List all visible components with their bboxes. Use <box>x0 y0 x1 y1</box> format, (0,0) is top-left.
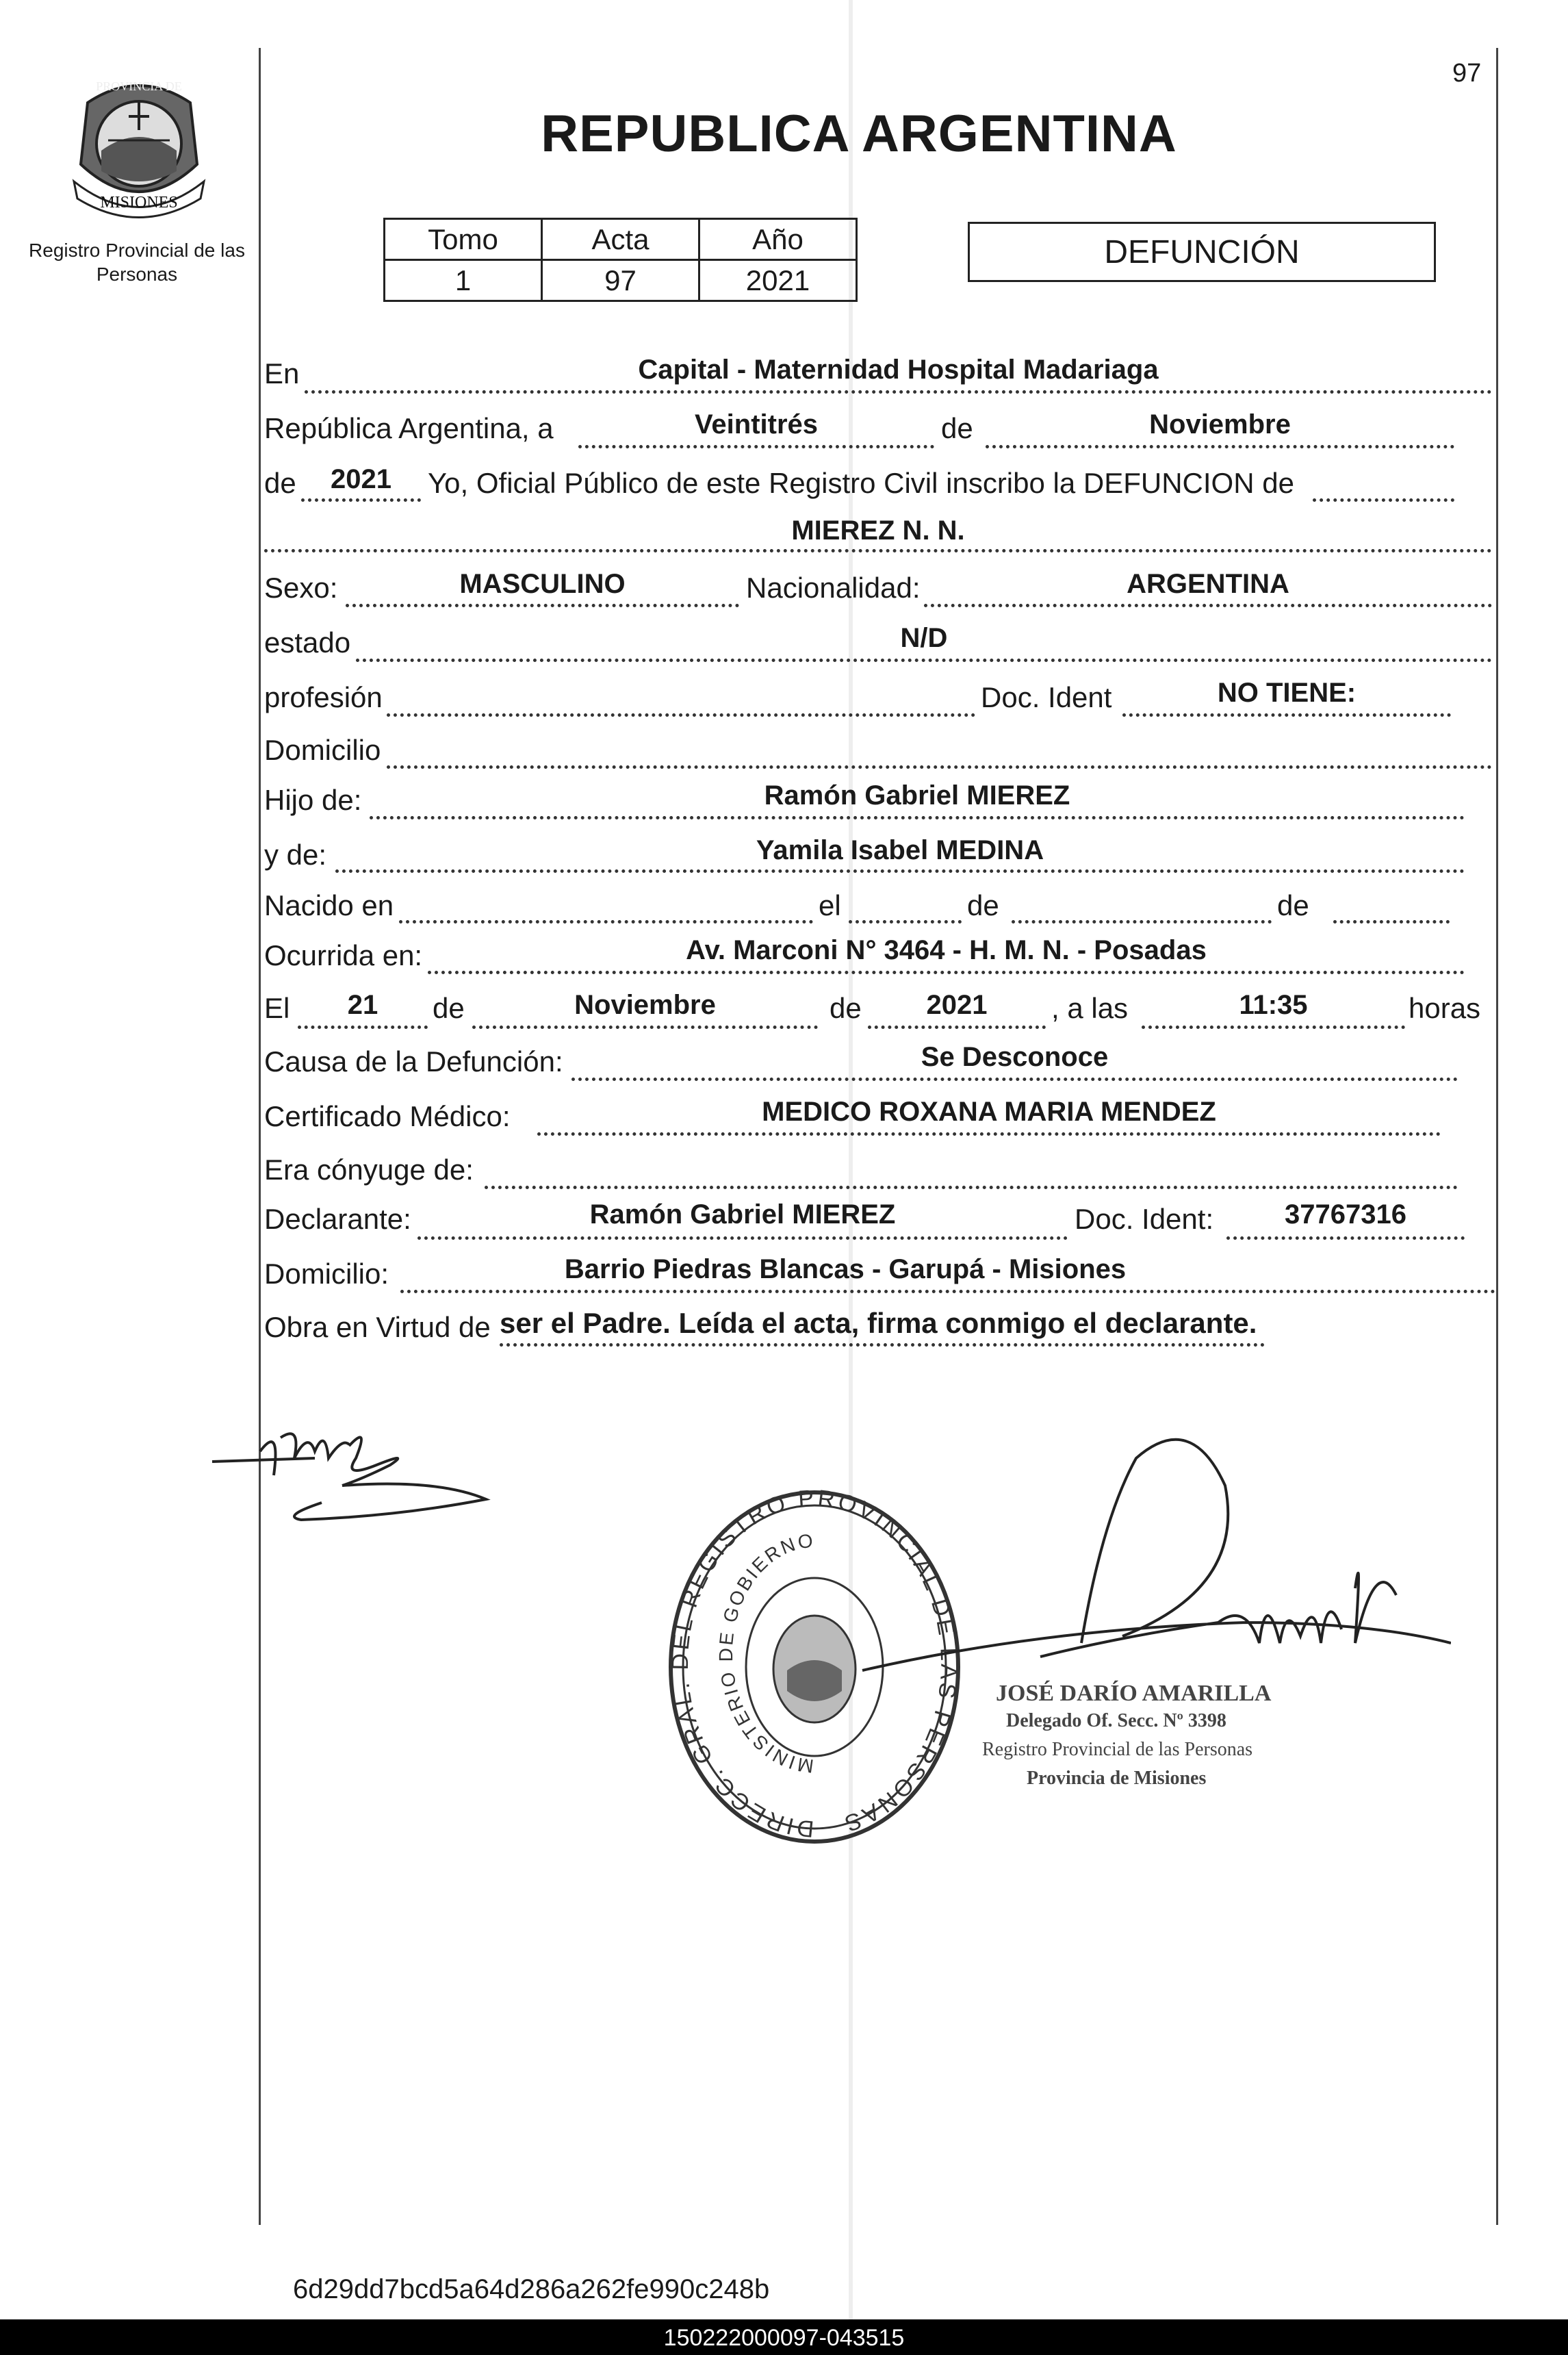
nationality-value: ARGENTINA <box>1127 569 1289 599</box>
sex-line <box>346 604 739 607</box>
born-month-line <box>1012 920 1272 924</box>
official-name: JOSÉ DARÍO AMARILLA <box>996 1681 1272 1706</box>
paper-fold-crease <box>849 0 853 2328</box>
conyuge-label: Era cónyuge de: <box>264 1154 474 1186</box>
horas-label: horas <box>1409 992 1481 1024</box>
anio-value: 2021 <box>699 260 857 301</box>
mother-value: Yamila Isabel MEDINA <box>756 835 1044 865</box>
acta-value: 97 <box>542 260 699 301</box>
estado-label: estado <box>264 626 351 659</box>
page-number: 97 <box>1452 59 1482 88</box>
y-de-label: y de: <box>264 839 327 871</box>
causa-line <box>571 1078 1458 1081</box>
decl-dom-label: Domicilio: <box>264 1258 389 1290</box>
profession-line <box>387 713 975 717</box>
estado-line <box>356 659 1492 662</box>
decl-doc-value: 37767316 <box>1285 1199 1406 1230</box>
nationality-line <box>924 604 1492 607</box>
day-words-line <box>578 445 934 448</box>
doc-ident-value: NO TIENE: <box>1217 678 1357 708</box>
sex-label: Sexo: <box>264 572 338 604</box>
tomo-value: 1 <box>385 260 542 301</box>
born-el-label: el <box>819 889 841 921</box>
doc-ident-line <box>1122 713 1451 717</box>
declarante-line <box>417 1236 1068 1240</box>
place-value: Capital - Maternidad Hospital Madariaga <box>638 355 1159 385</box>
ocurrida-line <box>428 971 1465 974</box>
born-year-line <box>1333 920 1450 924</box>
official-org: Registro Provincial de las Personas <box>982 1739 1253 1760</box>
sex-value: MASCULINO <box>459 569 626 599</box>
left-margin-line <box>259 48 261 2225</box>
decl-doc-label: Doc. Ident: <box>1075 1203 1214 1235</box>
causa-value: Se Desconoce <box>921 1042 1109 1072</box>
father-line <box>370 816 1465 819</box>
declarant-signature <box>205 1397 506 1533</box>
month-value: Noviembre <box>1149 409 1291 440</box>
decl-dom-line <box>400 1290 1495 1293</box>
cert-label: Certificado Médico: <box>264 1100 511 1132</box>
hijo-label: Hijo de: <box>264 784 362 816</box>
el-label: El <box>264 992 290 1024</box>
death-de-label-2: de <box>830 992 862 1024</box>
cert-value: MEDICO ROXANA MARIA MENDEZ <box>762 1097 1216 1127</box>
death-time-line <box>1142 1026 1405 1029</box>
domicilio-label: Domicilio <box>264 734 381 766</box>
obra-line <box>500 1343 1265 1347</box>
stamp-ring-text: DIRECC. GRAL. DEL REGISTRO PROVINCIAL DE LAS PERSONAS <box>667 1486 962 1842</box>
mother-line <box>335 869 1465 873</box>
conyuge-line <box>485 1186 1458 1189</box>
right-margin-line <box>1496 48 1498 2225</box>
death-time-value: 11:35 <box>1239 990 1308 1020</box>
de-label-2: de <box>264 467 296 499</box>
domicilio-line <box>387 765 1492 769</box>
born-de-label-1: de <box>967 889 999 921</box>
acta-header: Acta <box>542 219 699 260</box>
tomo-acta-anio-table <box>383 218 858 302</box>
born-day-line <box>849 920 962 924</box>
inscribe-text: Yo, Oficial Público de este Registro Civil inscribo la DEFUNCION de <box>428 467 1294 499</box>
cert-line <box>537 1132 1441 1136</box>
declarante-label: Declarante: <box>264 1203 411 1235</box>
registry-name: Registro Provincial de las Personas <box>29 240 245 285</box>
month-line <box>986 445 1454 448</box>
barcode-number: 150222000097-043515 <box>663 2325 905 2351</box>
place-line <box>305 390 1492 394</box>
year-line <box>301 498 421 502</box>
profession-label: profesión <box>264 681 383 713</box>
obra-value: ser el Padre. Leída el acta, firma conmigo el declarante. <box>500 1307 1257 1339</box>
deceased-name-line <box>264 549 1492 552</box>
inscribe-line <box>1313 498 1454 502</box>
de-label-1: de <box>941 412 973 444</box>
anio-header: Año <box>699 219 857 260</box>
official-province: Provincia de Misiones <box>1027 1768 1207 1789</box>
nationality-label: Nacionalidad: <box>746 572 921 604</box>
causa-label: Causa de la Defunción: <box>264 1045 563 1078</box>
deceased-name: MIEREZ N. N. <box>791 515 965 546</box>
emblem-bottom-label: MISIONES <box>100 194 178 212</box>
official-title: Delegado Of. Secc. Nº 3398 <box>1006 1710 1226 1731</box>
born-de-label-2: de <box>1277 889 1309 921</box>
provincia-misiones-emblem <box>60 62 218 219</box>
death-year-value: 2021 <box>926 990 988 1020</box>
death-day-line <box>298 1026 428 1029</box>
death-year-line <box>868 1026 1046 1029</box>
document-type-box <box>968 222 1436 282</box>
year-value: 2021 <box>331 464 391 494</box>
ocurrida-label: Ocurrida en: <box>264 939 423 971</box>
estado-value: N/D <box>900 623 948 653</box>
born-label: Nacido en <box>264 889 394 921</box>
ocurrida-value: Av. Marconi N° 3464 - H. M. N. - Posadas <box>686 935 1207 965</box>
declarante-value: Ramón Gabriel MIEREZ <box>589 1199 896 1230</box>
death-de-label-1: de <box>433 992 465 1024</box>
decl-doc-line <box>1226 1236 1465 1240</box>
stamp-inner-text: MINISTERIO DE GOBIERNO <box>715 1529 817 1777</box>
decl-dom-value: Barrio Piedras Blancas - Garupá - Misiones <box>564 1254 1127 1284</box>
born-place-line <box>399 920 813 924</box>
father-value: Ramón Gabriel MIEREZ <box>764 780 1070 811</box>
day-words-value: Veintitrés <box>694 409 819 440</box>
document-hash: 6d29dd7bcd5a64d286a262fe990c248b <box>293 2274 770 2304</box>
official-signature <box>835 1417 1451 1759</box>
bottom-barcode-strip <box>0 2319 1568 2355</box>
en-label: En <box>264 357 300 390</box>
document-type: DEFUNCIÓN <box>1104 233 1300 270</box>
republic-label: República Argentina, a <box>264 412 554 444</box>
alas-label: , a las <box>1051 992 1129 1024</box>
doc-ident-label: Doc. Ident <box>981 681 1112 713</box>
page-title: REPUBLICA ARGENTINA <box>541 105 1177 163</box>
obra-label: Obra en Virtud de <box>264 1311 491 1343</box>
tomo-header: Tomo <box>385 219 542 260</box>
emblem-top-label: PROVINCIA DE <box>96 79 182 93</box>
death-day-value: 21 <box>347 990 378 1020</box>
death-month-line <box>472 1026 818 1029</box>
death-month-value: Noviembre <box>574 990 716 1020</box>
